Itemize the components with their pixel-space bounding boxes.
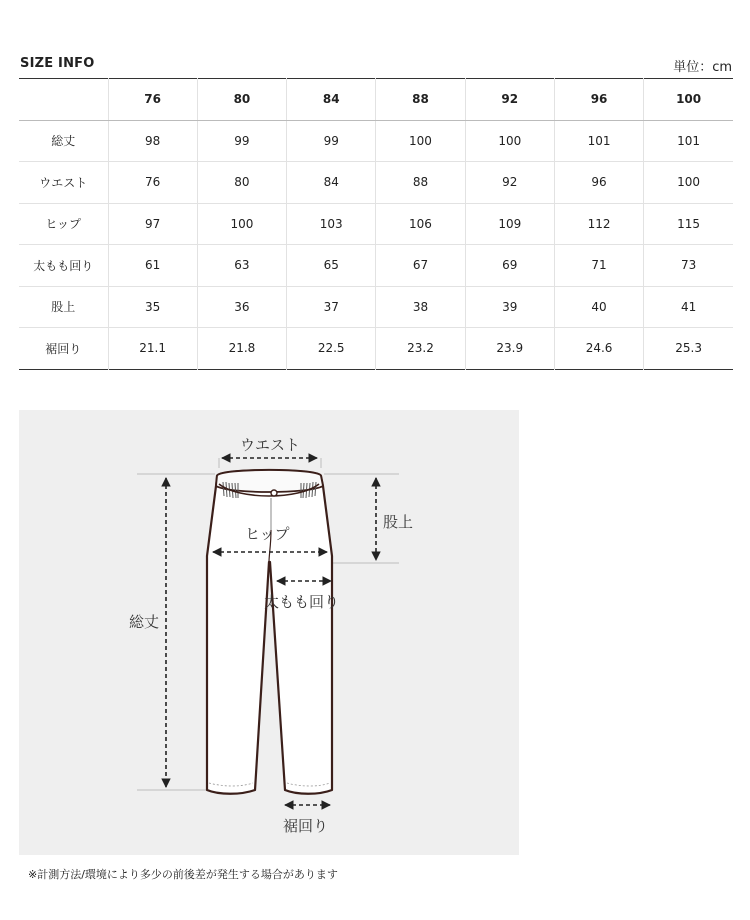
table-cell: 38 <box>376 286 465 328</box>
table-cell: 100 <box>644 162 733 204</box>
table-cell: 63 <box>197 245 286 287</box>
table-row <box>19 328 733 370</box>
size-column-header: 96 <box>554 79 643 121</box>
table-cell: 35 <box>108 286 197 328</box>
row-label: ヒップ <box>19 203 108 245</box>
table-cell: 109 <box>465 203 554 245</box>
row-label: ウエスト <box>19 162 108 204</box>
table-cell: 37 <box>287 286 376 328</box>
table-cell: 23.9 <box>465 328 554 370</box>
table-cell: 67 <box>376 245 465 287</box>
table-row <box>19 245 733 287</box>
table-cell: 99 <box>287 120 376 162</box>
table-cell: 25.3 <box>644 328 733 370</box>
rise-label: 股上 <box>383 513 414 531</box>
hip-label: ヒップ <box>245 525 290 543</box>
table-cell: 23.2 <box>376 328 465 370</box>
table-cell: 73 <box>644 245 733 287</box>
table-cell: 103 <box>287 203 376 245</box>
row-label: 股上 <box>19 286 108 328</box>
unit-label: 単位：cm <box>673 60 732 75</box>
table-header-row <box>19 79 733 121</box>
table-cell: 39 <box>465 286 554 328</box>
measurement-note: ※計測方法/環境により多少の前後差が発生する場合があります <box>28 868 338 881</box>
size-column-header: 92 <box>465 79 554 121</box>
table-cell: 84 <box>287 162 376 204</box>
table-cell: 76 <box>108 162 197 204</box>
row-label: 太もも回り <box>19 245 108 287</box>
hem-label: 裾回り <box>283 817 329 835</box>
table-row <box>19 203 733 245</box>
table-cell: 22.5 <box>287 328 376 370</box>
pants-shape <box>207 470 332 794</box>
size-column-header: 80 <box>197 79 286 121</box>
size-info-title: SIZE INFO <box>20 56 95 71</box>
table-cell: 40 <box>554 286 643 328</box>
length-label: 総丈 <box>129 613 160 631</box>
table-cell: 71 <box>554 245 643 287</box>
table-row <box>19 162 733 204</box>
table-cell: 115 <box>644 203 733 245</box>
table-cell: 97 <box>108 203 197 245</box>
table-cell: 65 <box>287 245 376 287</box>
table-cell: 88 <box>376 162 465 204</box>
table-cell: 36 <box>197 286 286 328</box>
table-cell: 106 <box>376 203 465 245</box>
row-label: 総丈 <box>19 120 108 162</box>
table-cell: 24.6 <box>554 328 643 370</box>
table-row <box>19 120 733 162</box>
pants-diagram <box>19 410 519 855</box>
table-cell: 101 <box>554 120 643 162</box>
table-corner-cell <box>19 79 108 121</box>
table-cell: 99 <box>197 120 286 162</box>
table-cell: 96 <box>554 162 643 204</box>
table-cell: 100 <box>376 120 465 162</box>
size-column-header: 76 <box>108 79 197 121</box>
table-cell: 21.1 <box>108 328 197 370</box>
size-column-header: 100 <box>644 79 733 121</box>
table-row <box>19 286 733 328</box>
table-cell: 112 <box>554 203 643 245</box>
pants-illustration <box>19 410 519 855</box>
table-cell: 80 <box>197 162 286 204</box>
size-column-header: 84 <box>287 79 376 121</box>
table-cell: 101 <box>644 120 733 162</box>
table-cell: 61 <box>108 245 197 287</box>
table-cell: 98 <box>108 120 197 162</box>
table-cell: 92 <box>465 162 554 204</box>
size-table <box>19 78 733 370</box>
table-cell: 69 <box>465 245 554 287</box>
row-label: 裾回り <box>45 341 82 356</box>
table-cell: 21.8 <box>197 328 286 370</box>
size-column-header: 88 <box>376 79 465 121</box>
table-cell: 41 <box>644 286 733 328</box>
table-cell: 100 <box>197 203 286 245</box>
thigh-label: 太もも回り <box>264 593 340 611</box>
waist-label: ウエスト <box>240 436 301 454</box>
table-cell: 100 <box>465 120 554 162</box>
